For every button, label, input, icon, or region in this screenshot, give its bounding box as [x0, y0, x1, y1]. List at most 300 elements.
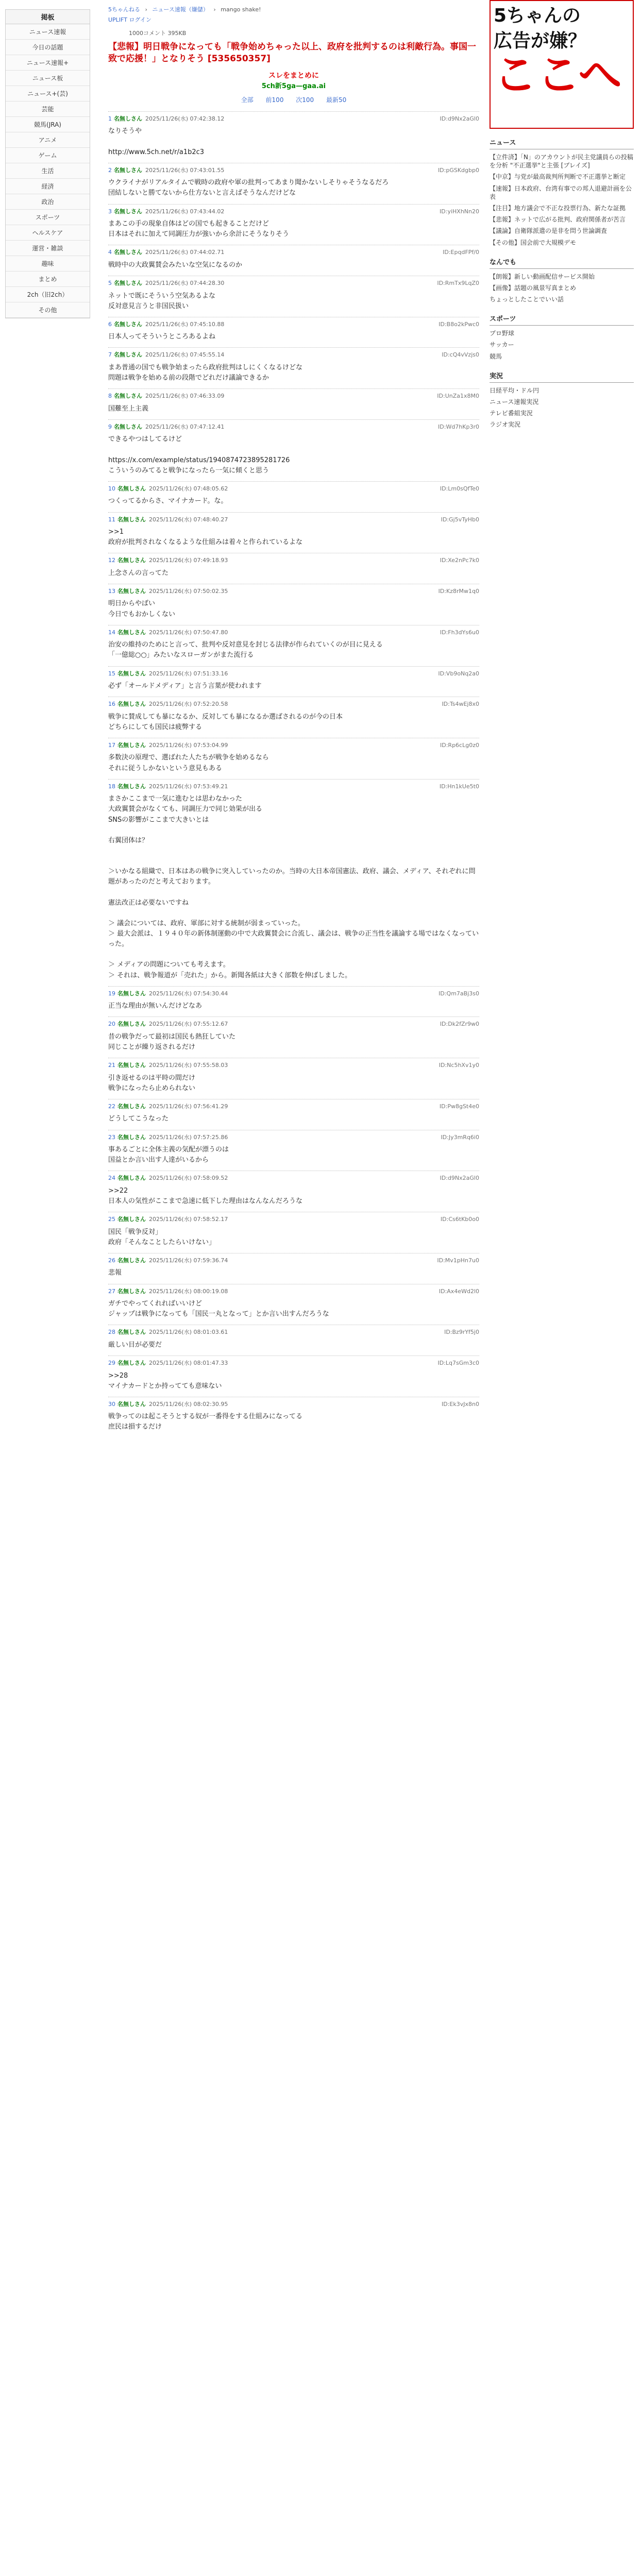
- sidebar-item[interactable]: 経済: [6, 179, 90, 194]
- post-header-right: [437, 1359, 479, 1368]
- post-header-right: [437, 1257, 479, 1265]
- post-body: ネットで既にそういう空気あるよな 反対意見言うと非国民扱い: [108, 292, 216, 310]
- post-header-left: [108, 351, 224, 360]
- post-number[interactable]: 10: [108, 485, 115, 492]
- side-link[interactable]: 【議論】自衛隊派遣の是非を問う世論調査: [490, 227, 608, 235]
- side-link[interactable]: 【その他】国会前で大規模デモ: [490, 239, 577, 246]
- post-header: [108, 1133, 479, 1142]
- post-number[interactable]: 8: [108, 393, 112, 400]
- post-number[interactable]: 30: [108, 1400, 115, 1408]
- sidebar-item[interactable]: スポーツ: [6, 210, 90, 225]
- post-date: 2025/11/26(水) 07:44:28.30: [145, 280, 225, 286]
- post-number[interactable]: 15: [108, 670, 115, 677]
- post-author: 名無しさん: [117, 557, 146, 564]
- post-header: [108, 516, 479, 524]
- post-number[interactable]: 20: [108, 1021, 115, 1028]
- sidebar-item[interactable]: 芸能: [6, 101, 90, 117]
- post: [108, 625, 479, 666]
- sidebar-item[interactable]: ニュース速報+: [6, 55, 90, 71]
- sidebar-item[interactable]: 競馬(JRA): [6, 117, 90, 132]
- post-number[interactable]: 28: [108, 1329, 115, 1336]
- post-header-right: [438, 990, 479, 998]
- side-section: [490, 135, 634, 248]
- post-id[interactable]: ID:Rp6cLg0z0: [440, 741, 479, 749]
- post-author: 名無しさん: [114, 249, 142, 256]
- post-id[interactable]: ID:Vb9oNq2a0: [438, 670, 479, 677]
- side-link[interactable]: 【注目】地方議会で不正な投票行為、新たな証拠: [490, 204, 626, 212]
- post-body: 昔の戦争だって最初は国民も熱狂していた 同じことが繰り返されるだけ: [108, 1032, 236, 1052]
- post-date: 2025/11/26(水) 07:53:49.21: [149, 783, 228, 790]
- side-section: [490, 311, 634, 362]
- post-author: 名無しさん: [117, 783, 146, 790]
- side-link[interactable]: ラジオ実況: [490, 421, 521, 429]
- post-header: [108, 990, 479, 998]
- post-list: [108, 111, 479, 1438]
- post-number[interactable]: 4: [108, 249, 112, 256]
- post-number[interactable]: 1: [108, 115, 112, 122]
- post-date: 2025/11/26(水) 07:48:40.27: [149, 516, 228, 523]
- post-date: 2025/11/26(水) 08:01:03.61: [149, 1329, 228, 1336]
- post-header: [108, 556, 479, 565]
- post-id[interactable]: ID:cQ4vVzjs0: [442, 351, 479, 359]
- side-link[interactable]: 【立件済】「N」のアカウントが民主党議員らの投稿を分析 "不正選挙"と主張 [ブレイズ]: [490, 154, 633, 170]
- post-body: 引き返せるのは平時の間だけ 戦争になったら止められない: [108, 1074, 196, 1092]
- post-date: 2025/11/26(水) 07:51:33.16: [149, 670, 228, 677]
- post-body: ガチでやってくれればいいけど ジャップは戦争になっても「国民一丸となって」とか言い出すんだろうな: [108, 1300, 329, 1318]
- post-header-left: [108, 990, 228, 998]
- side-link[interactable]: ちょっとしたことでいい話: [490, 296, 564, 303]
- post-header-right: [440, 741, 479, 750]
- post-id[interactable]: ID:Pw8gSt4e0: [439, 1103, 479, 1110]
- breadcrumb-item[interactable]: ニュース速報（嫌儲）: [152, 6, 209, 13]
- post-author: 名無しさん: [117, 1287, 146, 1295]
- post-id[interactable]: ID:pGSKdgbp0: [437, 166, 479, 174]
- sidebar-item[interactable]: 2ch（旧2ch）: [6, 287, 90, 302]
- post-body: 国難至上主義: [108, 404, 149, 413]
- side-section-head: なんでも: [490, 255, 634, 269]
- post-header-left: [108, 1215, 228, 1224]
- post-author: 名無しさん: [117, 1400, 146, 1408]
- post-date: 2025/11/26(水) 07:45:10.88: [145, 320, 225, 328]
- post-body: 必ず「オールドメディア」と言う言葉が使われます: [108, 682, 262, 690]
- post-header: [108, 700, 479, 709]
- post-author: 名無しさん: [117, 1021, 146, 1028]
- post-author: 名無しさん: [114, 280, 142, 286]
- post: [108, 1099, 479, 1130]
- post-id[interactable]: ID:Cs6tKb0o0: [440, 1216, 479, 1223]
- summary-banner-green[interactable]: 5ch新5ga—gaa.ai: [261, 82, 326, 90]
- post-header-right: [440, 115, 479, 124]
- main-content: [108, 0, 479, 1438]
- side-link[interactable]: テレビ番組実況: [490, 410, 533, 417]
- post: [108, 481, 479, 512]
- post-number[interactable]: 12: [108, 557, 115, 564]
- post-author: 名無しさん: [114, 320, 142, 328]
- breadcrumb-item: mango shake!: [221, 6, 261, 13]
- post-number[interactable]: 23: [108, 1133, 115, 1141]
- post-date: 2025/11/26(水) 07:46:33.09: [145, 393, 225, 400]
- post-date: 2025/11/26(水) 07:43:44.02: [145, 208, 225, 215]
- post-header-right: [438, 423, 479, 432]
- post: [108, 388, 479, 419]
- post-id[interactable]: ID:Ek3vJx8n0: [442, 1400, 479, 1408]
- post: [108, 584, 479, 625]
- sidebar-item[interactable]: アニメ: [6, 132, 90, 148]
- post-body: 厳しい目が必要だ: [108, 1341, 162, 1349]
- post-id[interactable]: ID:Lq7sGm3c0: [437, 1360, 479, 1367]
- post-number[interactable]: 14: [108, 629, 115, 636]
- post-header: [108, 320, 479, 329]
- post-id[interactable]: ID:Nc5hXv1y0: [438, 1062, 479, 1069]
- post: [108, 1253, 479, 1284]
- post-body: >>28 マイナカードとか持ってても意味ない: [108, 1371, 222, 1390]
- sidebar-item[interactable]: 今日の話題: [6, 40, 90, 55]
- post-author: 名無しさん: [114, 115, 142, 122]
- post: [108, 553, 479, 584]
- post-header: [108, 587, 479, 596]
- post-header: [108, 208, 479, 216]
- post-header-right: [438, 587, 479, 596]
- post-header-left: [108, 1359, 228, 1368]
- right-sidebar: [490, 0, 634, 2576]
- sidebar-item[interactable]: ゲーム: [6, 148, 90, 163]
- post-number[interactable]: 22: [108, 1103, 115, 1110]
- side-link[interactable]: サッカー: [490, 341, 514, 349]
- post-id[interactable]: ID:UnZa1x8M0: [437, 393, 479, 400]
- post: [108, 697, 479, 738]
- post-id[interactable]: ID:Kz8rMw1q0: [438, 587, 479, 595]
- post-date: 2025/11/26(水) 07:49:18.93: [149, 557, 228, 564]
- post-body: 戦争ってのは起こそうとする奴が一番得をする仕組みになってる 庶民は損するだけ: [108, 1413, 303, 1431]
- post-header-left: [108, 485, 228, 494]
- post-author: 名無しさん: [117, 485, 146, 492]
- sidebar-item[interactable]: ニュース板: [6, 71, 90, 86]
- breadcrumb: [108, 0, 479, 15]
- post-header-left: [108, 248, 224, 257]
- post-body: まあ普通の国でも戦争始まったら政府批判はしにくくなるけどな 問題は戦争を始める前の段階でどれだけ議論できるか: [108, 363, 303, 382]
- post-author: 名無しさん: [117, 629, 146, 636]
- post-header-right: [440, 208, 479, 216]
- post-header-left: [108, 516, 228, 524]
- post-header-right: [437, 392, 479, 401]
- post-body: 正当な理由が無いんだけどなあ: [108, 1002, 203, 1010]
- post-id[interactable]: ID:Ax4eWd2l0: [438, 1287, 479, 1295]
- post-header-left: [108, 320, 224, 329]
- post-header-left: [108, 1133, 228, 1142]
- post-author: 名無しさん: [117, 741, 146, 749]
- side-link[interactable]: プロ野球: [490, 330, 515, 337]
- post-number[interactable]: 17: [108, 741, 115, 749]
- post-id[interactable]: ID:Fh3dYs6u0: [440, 629, 479, 636]
- page-menu: [108, 95, 479, 104]
- side-section-head: 実況: [490, 368, 634, 383]
- ad-line1: 5ちゃんの: [494, 5, 581, 26]
- post-number[interactable]: 6: [108, 320, 112, 328]
- post-date: 2025/11/26(水) 07:50:47.80: [149, 629, 228, 636]
- breadcrumb-sep: ›: [213, 6, 216, 13]
- post-header: [108, 1174, 479, 1183]
- post-header-left: [108, 166, 224, 175]
- side-link[interactable]: 【中京】与党が最高裁判所判断で不正選挙と断定: [490, 173, 626, 181]
- post-header-right: [442, 700, 479, 709]
- post-id[interactable]: ID:Lm0sQfTe0: [440, 485, 479, 492]
- thread-title: 【悲報】明日戦争になっても「戦争始めちゃった以上、政府を批判するのは利敵行為。事国一致で応援！」となりそう [535650357]: [108, 42, 476, 64]
- post-author: 名無しさん: [114, 166, 142, 174]
- post-body: ウクライナがリアルタイムで戦時の政府や軍の批判ってあまり聞かないしそりゃそうなるだろ 団結しないと勝てないから仕方ないと言えばそうなんだけどな: [108, 179, 389, 197]
- post-author: 名無しさん: [117, 1103, 146, 1110]
- post-header-left: [108, 629, 228, 637]
- post-number[interactable]: 11: [108, 516, 115, 523]
- sidebar-item[interactable]: ニュース速報: [6, 24, 90, 40]
- post-author: 名無しさん: [117, 587, 146, 595]
- post-header-right: [440, 1103, 479, 1111]
- post-header-left: [108, 1257, 228, 1265]
- post-author: 名無しさん: [117, 516, 146, 523]
- post-header: [108, 1400, 479, 1409]
- post-header: [108, 629, 479, 637]
- post-header-left: [108, 208, 224, 216]
- post: [108, 1016, 479, 1058]
- post-date: 2025/11/26(水) 08:00:19.08: [149, 1287, 228, 1295]
- post-header-left: [108, 392, 224, 401]
- post-id[interactable]: ID:Bz9rYf5j0: [444, 1329, 479, 1336]
- menu-next[interactable]: 次100: [296, 96, 314, 104]
- sidebar-item[interactable]: 政治: [6, 194, 90, 210]
- post-date: 2025/11/26(水) 07:44:02.71: [145, 249, 225, 256]
- thread-meta: [108, 29, 479, 37]
- post-header-right: [440, 1020, 479, 1029]
- post-header-left: [108, 279, 224, 288]
- post-header-right: [438, 166, 479, 175]
- post-number[interactable]: 24: [108, 1175, 115, 1182]
- post-number[interactable]: 13: [108, 587, 115, 595]
- ad-banner[interactable]: [490, 0, 634, 129]
- post-body: 明日からやばい 今日でもおかしくない: [108, 600, 176, 618]
- post-date: 2025/11/26(水) 07:53:04.99: [149, 741, 228, 749]
- post-date: 2025/11/26(水) 08:02:30.95: [149, 1400, 228, 1408]
- post-number[interactable]: 25: [108, 1216, 115, 1223]
- post: [108, 276, 479, 317]
- side-link[interactable]: 【朗報】新しい動画配信サービス開始: [490, 273, 595, 280]
- side-section: [490, 255, 634, 306]
- post-author: 名無しさん: [117, 1257, 146, 1264]
- post-date: 2025/11/26(水) 07:45:55.14: [145, 351, 225, 359]
- post-header-left: [108, 587, 228, 596]
- post-body: >>1 政府が批判されなくなるような仕組みは着々と作られているよな: [108, 528, 303, 547]
- post-id[interactable]: ID:Ts4wEj8x0: [442, 701, 479, 708]
- post: [108, 1284, 479, 1325]
- comment-count: 1000コメント: [129, 30, 166, 37]
- post-date: 2025/11/26(水) 07:52:20.58: [149, 701, 228, 708]
- post-header-left: [108, 783, 228, 791]
- post-header-left: [108, 423, 224, 432]
- post-number[interactable]: 19: [108, 990, 115, 997]
- post-id[interactable]: ID:yiHXhNn20: [440, 208, 479, 215]
- post-number[interactable]: 18: [108, 783, 115, 790]
- post-id[interactable]: ID:Hn1kUe5t0: [439, 783, 479, 790]
- post: [108, 245, 479, 276]
- post-author: 名無しさん: [117, 670, 146, 677]
- side-link[interactable]: ニュース速報実況: [490, 398, 539, 405]
- post-id[interactable]: ID:EpqdFPf/0: [443, 249, 479, 256]
- ad-line2: ここへ: [494, 49, 622, 100]
- post: [108, 163, 479, 204]
- menu-prev[interactable]: 前100: [265, 96, 284, 104]
- post-header: [108, 1061, 479, 1070]
- post-header-right: [441, 516, 479, 524]
- post-header: [108, 1103, 479, 1111]
- post-header-left: [108, 556, 228, 565]
- post-header-right: [442, 351, 479, 360]
- post-header-left: [108, 1174, 228, 1183]
- post-header: [108, 166, 479, 175]
- post-id[interactable]: ID:Wd7hKp3r0: [438, 423, 479, 430]
- post-header-right: [443, 248, 479, 257]
- post: [108, 1397, 479, 1438]
- post-header-right: [438, 670, 479, 679]
- post-header: [108, 783, 479, 791]
- sidebar-item[interactable]: まとめ: [6, 272, 90, 287]
- post-date: 2025/11/26(水) 07:50:02.35: [149, 587, 228, 595]
- post-header-right: [444, 1328, 479, 1337]
- sidebar-item[interactable]: ニュース+(芸): [6, 86, 90, 101]
- post-number[interactable]: 9: [108, 423, 112, 430]
- sidebar-item[interactable]: 趣味: [6, 256, 90, 272]
- post-body: 多数決の原理で、選ばれた人たちが戦争を始めるなら それに従うしかないという意見もある: [108, 754, 269, 772]
- post-date: 2025/11/26(水) 07:56:41.29: [149, 1103, 228, 1110]
- post: [108, 1058, 479, 1099]
- post-header: [108, 115, 479, 124]
- post-header-right: [439, 1061, 479, 1070]
- post-author: 名無しさん: [114, 393, 142, 400]
- summary-banner-red[interactable]: スレをまとめに: [268, 71, 319, 80]
- post-header: [108, 1328, 479, 1337]
- post-body: つくってるからさ、マイナカード。な。: [108, 497, 228, 505]
- post: [108, 1212, 479, 1253]
- post-id[interactable]: ID:B8o2kPwc0: [438, 320, 479, 328]
- breadcrumb-item[interactable]: 5ちゃんねる: [108, 6, 140, 13]
- post-date: 2025/11/26(水) 07:42:38.12: [145, 115, 225, 122]
- post-header: [108, 670, 479, 679]
- post-id[interactable]: ID:Qm7aBj3s0: [438, 990, 479, 997]
- post-date: 2025/11/26(水) 07:55:58.03: [149, 1062, 228, 1069]
- post-header-right: [441, 1215, 479, 1224]
- post: [108, 1355, 479, 1397]
- post: [108, 986, 479, 1017]
- post-number[interactable]: 21: [108, 1062, 115, 1069]
- sidebar-item[interactable]: ヘルスケア: [6, 225, 90, 241]
- post-body: 戦争に賛成しても暴になるか、反対しても暴になるか選ばされるのが今の日本 どちらにしても国民は疲弊する: [108, 713, 343, 731]
- side-link[interactable]: 【速報】日本政府、台湾有事での邦人退避計画を公表: [490, 184, 632, 200]
- side-link[interactable]: 【悲報】ネットで広がる批判、政府関係者が苦言: [490, 216, 626, 224]
- post: [108, 111, 479, 163]
- post-author: 名無しさん: [114, 351, 142, 359]
- post-date: 2025/11/26(水) 07:57:25.86: [149, 1133, 228, 1141]
- side-section: [490, 368, 634, 431]
- summary-banner[interactable]: [108, 70, 479, 90]
- post-header-left: [108, 115, 224, 124]
- post-number[interactable]: 5: [108, 280, 112, 286]
- post-author: 名無しさん: [117, 990, 146, 997]
- post-author: 名無しさん: [117, 1133, 146, 1141]
- post-header-right: [438, 320, 479, 329]
- post-header-right: [440, 1174, 479, 1183]
- post-header-left: [108, 1328, 228, 1337]
- post-number[interactable]: 16: [108, 701, 115, 708]
- post-number[interactable]: 7: [108, 351, 112, 359]
- post-header-left: [108, 1287, 228, 1296]
- post-header: [108, 1020, 479, 1029]
- thread-stats: [129, 29, 186, 37]
- side-section-head: スポーツ: [490, 311, 634, 326]
- post-id[interactable]: ID:Dk2fZr9w0: [440, 1021, 479, 1028]
- menu-latest[interactable]: 最新50: [326, 96, 347, 104]
- post-body: 戦時中の大政翼賛会みたいな空気になるのか: [108, 261, 243, 269]
- post-number[interactable]: 26: [108, 1257, 115, 1264]
- side-link[interactable]: 日経平均・ドル円: [490, 386, 539, 394]
- post-number[interactable]: 2: [108, 166, 112, 174]
- post-header: [108, 423, 479, 432]
- post-author: 名無しさん: [117, 1216, 146, 1223]
- post-author: 名無しさん: [117, 701, 146, 708]
- post: [108, 779, 479, 986]
- sidebar-item[interactable]: 運営・雑談: [6, 241, 90, 256]
- post-body: まあこの手の現象自体はどの国でも起きることだけど 日本はそれに加えて同調圧力が強いから余計にそうなりそう: [108, 220, 290, 239]
- side-section-head: ニュース: [490, 135, 634, 149]
- board-nav-title: 掲板: [6, 10, 90, 24]
- post-number[interactable]: 3: [108, 208, 112, 215]
- post-body: どうしてこうなった: [108, 1115, 169, 1123]
- post: [108, 317, 479, 348]
- post-id[interactable]: ID:Xe2nPc7k0: [440, 557, 479, 564]
- post-body: なりそうや http://www.5ch.net/r/a1b2c3: [108, 127, 205, 156]
- post-author: 名無しさん: [114, 423, 142, 430]
- post-date: 2025/11/26(水) 07:55:12.67: [149, 1021, 228, 1028]
- post-id[interactable]: ID:d9Nx2aGl0: [440, 1175, 479, 1182]
- post-id[interactable]: ID:Jy3mRq6i0: [441, 1133, 479, 1141]
- post-header-right: [440, 556, 479, 565]
- post-header-left: [108, 741, 228, 750]
- post-id[interactable]: ID:RmTx9LqZ0: [437, 280, 479, 286]
- post-id[interactable]: ID:d9Nx2aGl0: [440, 115, 479, 122]
- post-date: 2025/11/26(水) 07:47:12.41: [145, 423, 225, 430]
- sidebar-item[interactable]: 生活: [6, 163, 90, 179]
- board-nav: [5, 9, 90, 318]
- sidebar-item[interactable]: その他: [6, 302, 90, 318]
- post-author: 名無しさん: [117, 1062, 146, 1069]
- post-header-left: [108, 1020, 228, 1029]
- login-link[interactable]: UPLIFT ログイン: [108, 16, 151, 23]
- post-author: 名無しさん: [117, 1329, 146, 1336]
- side-link[interactable]: 競馬: [490, 352, 502, 360]
- side-link[interactable]: 【画像】話題の風景写真まとめ: [490, 284, 577, 292]
- post-body: >>22 日本人の気性がここまで急速に低下した理由はなんなんだろうな: [108, 1187, 303, 1206]
- post-header-right: [439, 1287, 479, 1296]
- post-number[interactable]: 27: [108, 1287, 115, 1295]
- post: [108, 1130, 479, 1171]
- post-date: 2025/11/26(水) 07:43:01.55: [145, 166, 225, 174]
- post-date: 2025/11/26(水) 07:58:52.17: [149, 1216, 228, 1223]
- menu-all[interactable]: 全部: [241, 96, 254, 104]
- post-body: 国民「戦争反対」 政府「そんなことしたらいけない」: [108, 1228, 216, 1246]
- post-id[interactable]: ID:Mv1pHn7u0: [437, 1257, 479, 1264]
- post-number[interactable]: 29: [108, 1360, 115, 1367]
- post-header-right: [440, 629, 479, 637]
- post-header-left: [108, 1103, 228, 1111]
- post-id[interactable]: ID:Gj5vTyHb0: [441, 516, 479, 523]
- post-header: [108, 485, 479, 494]
- post-body: まさかここまで一気に進むとは思わなかった 大政翼賛会がなくても、同調圧力で同じ効果が出る SNSの影響がここまで大きいとは 右翼団体は？ ＞いかなる組織で、日本はあの戦争に突入していったのか。当時の大日本帝国憲法、政府、議会、メディア、それぞれに問題があったのだと考えております。 憲法改正は必要ないですね ＞ 議会については、政府、軍部に対する統制が弱まっていった。 ＞ 最大会派は、１９４０年の新体制運動の中で大政翼賛会に合流し、議会は、戦争の正当性を議論する場ではなくなっていった。 ＞ メディアの問題についても考えます。 ＞ それは、戦争報道が「売れた」から。新聞各紙は大きく部数を伸ばしました。: [108, 795, 479, 979]
